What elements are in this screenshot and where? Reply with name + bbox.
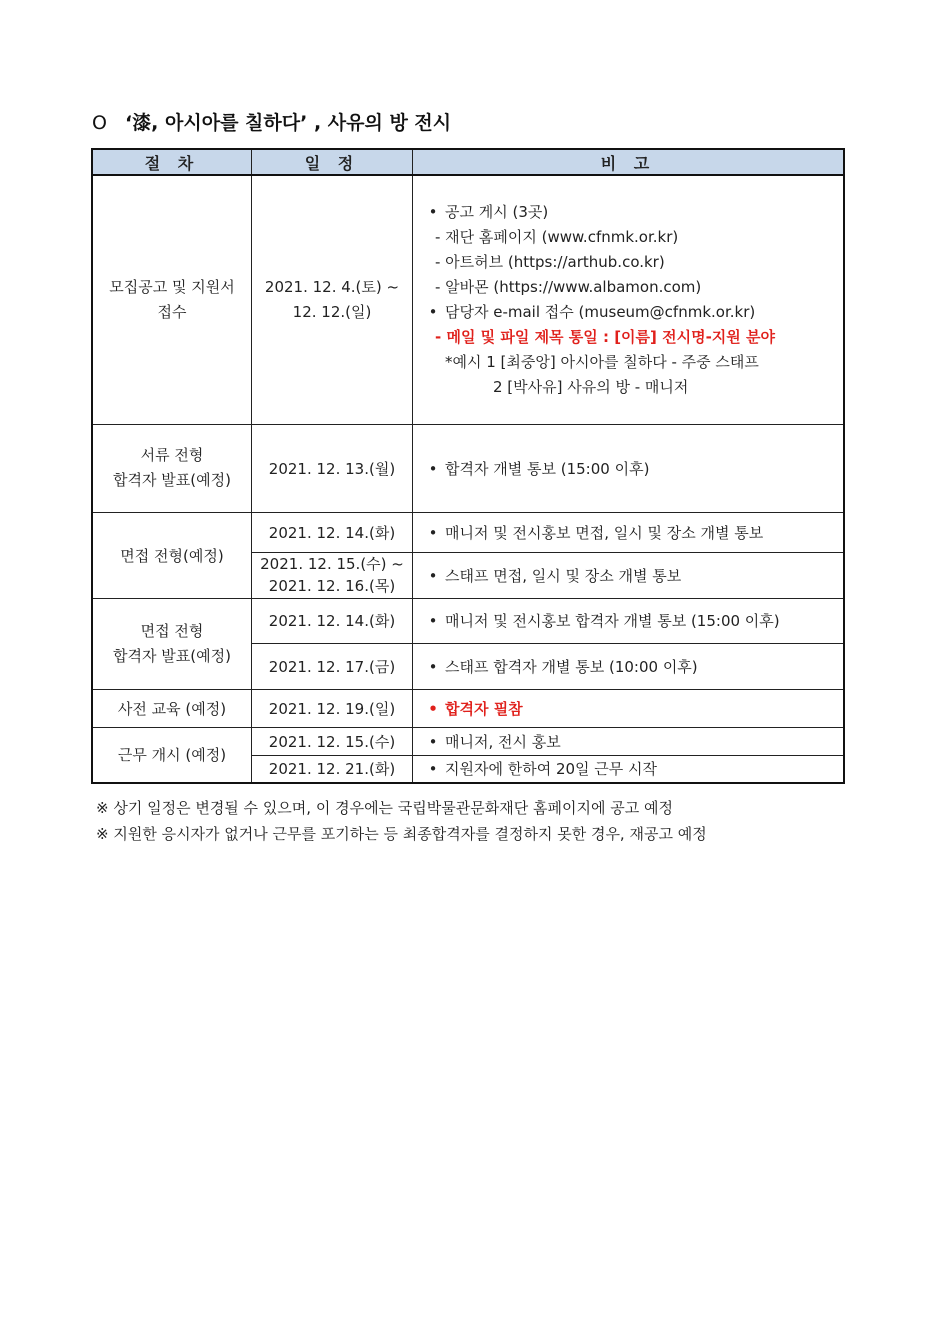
bullet-dot: • [428,202,438,221]
remark-text: 스태프 합격자 개별 통보 (10:00 이후) [445,657,698,676]
schedule-table [91,148,845,784]
remarks-cell [413,755,845,783]
date-text: 2021. 12. 16.(목) [268,577,396,595]
remarks-cell [413,689,845,727]
date-cell: 2021. 12. 14.(화) [252,512,413,552]
step-text: 면접 전형 [140,621,204,640]
remark-text: - 재단 홈페이지 (www.cfnmk.or.kr) [435,227,679,246]
remark-text: - 알바몬 (https://www.albamon.com) [435,277,702,296]
remark-text: 매니저 및 전시홍보 합격자 개별 통보 (15:00 이후) [445,612,780,630]
bullet-dot: • [428,612,438,630]
date-cell: 2021. 12. 17.(금) [252,643,413,689]
bullet-dot: • [428,459,438,478]
bullet-dot: • [428,732,438,751]
remark-text: 담당자 e-mail 접수 (museum@cfnmk.or.kr) [445,302,756,321]
remarks-cell [413,424,845,512]
bullet-dot: • [428,657,438,676]
bullet-dot: • [428,302,438,321]
step-cell: 사전 교육 (예정) [92,689,252,727]
footnotes [96,795,707,847]
date-cell: 2021. 12. 19.(일) [252,689,413,727]
remarks-cell [413,643,845,689]
bullet-dot: • [428,760,438,779]
header-step: 절 차 [92,149,252,175]
table-row [92,175,844,424]
circle-bullet: O [92,112,107,134]
table-row [92,598,844,643]
date-cell: 2021. 12. 15.(수) [252,727,413,755]
remark-text: 스태프 면접, 일시 및 장소 개별 통보 [445,566,682,585]
remark-text: *예시 1 [최중앙] 아시아를 칠하다 - 주중 스태프 [445,352,759,371]
table-header-row [92,149,844,175]
step-cell [92,175,252,424]
date-cell: 2021. 12. 14.(화) [252,598,413,643]
step-text: 접수 [157,302,187,321]
step-text: 모집공고 및 지원서 [109,277,235,296]
step-cell: 근무 개시 (예정) [92,727,252,783]
footnote: ※ 지원한 응시자가 없거나 근무를 포기하는 등 최종합격자를 결정하지 못한 경우, 재공고 예정 [96,825,707,843]
remark-text: 2 [박사유] 사유의 방 - 매니저 [493,377,689,396]
date-cell [252,175,413,424]
remark-text: 공고 게시 (3곳) [445,202,549,221]
remark-text: 매니저, 전시 홍보 [445,732,561,751]
date-cell: 2021. 12. 21.(화) [252,755,413,783]
table-row [92,689,844,727]
remarks-cell [413,512,845,552]
header-schedule: 일 정 [252,149,413,175]
table-row [92,512,844,552]
step-cell [92,424,252,512]
bullet-dot: • [428,699,438,718]
date-cell: 2021. 12. 13.(월) [252,424,413,512]
remark-emphasis: - 메일 및 파일 제목 통일 : [이름] 전시명-지원 분야 [435,327,775,346]
date-text: 12. 12.(일) [292,302,372,321]
remarks-cell [413,552,845,598]
date-text: 2021. 12. 15.(수) ~ [260,555,404,573]
remark-text: 지원자에 한하여 20일 근무 시작 [445,760,658,779]
remark-emphasis: 합격자 필참 [445,699,523,718]
section-title: ‘漆, 아시아를 칠하다’ , 사유의 방 전시 [124,112,452,134]
remarks-cell [413,727,845,755]
step-text: 합격자 발표(예정) [113,646,231,665]
remarks-cell [413,598,845,643]
bullet-dot: • [428,523,438,542]
date-cell [252,552,413,598]
date-text: 2021. 12. 4.(토) ~ [264,277,400,296]
remark-text: - 아트허브 (https://arthub.co.kr) [435,252,665,271]
step-text: 합격자 발표(예정) [113,471,231,489]
step-cell: 면접 전형(예정) [92,512,252,598]
header-remarks: 비 고 [413,149,845,175]
remark-text: 합격자 개별 통보 (15:00 이후) [445,459,650,478]
table-row [92,727,844,755]
remarks-cell [413,175,845,424]
step-text: 서류 전형 [140,446,204,464]
footnote: ※ 상기 일정은 변경될 수 있으며, 이 경우에는 국립박물관문화재단 홈페이지에 공고 예정 [96,799,673,817]
step-cell [92,598,252,689]
bullet-dot: • [428,566,438,585]
remark-text: 매니저 및 전시홍보 면접, 일시 및 장소 개별 통보 [445,523,764,542]
table-row [92,424,844,512]
section-heading [92,108,451,135]
